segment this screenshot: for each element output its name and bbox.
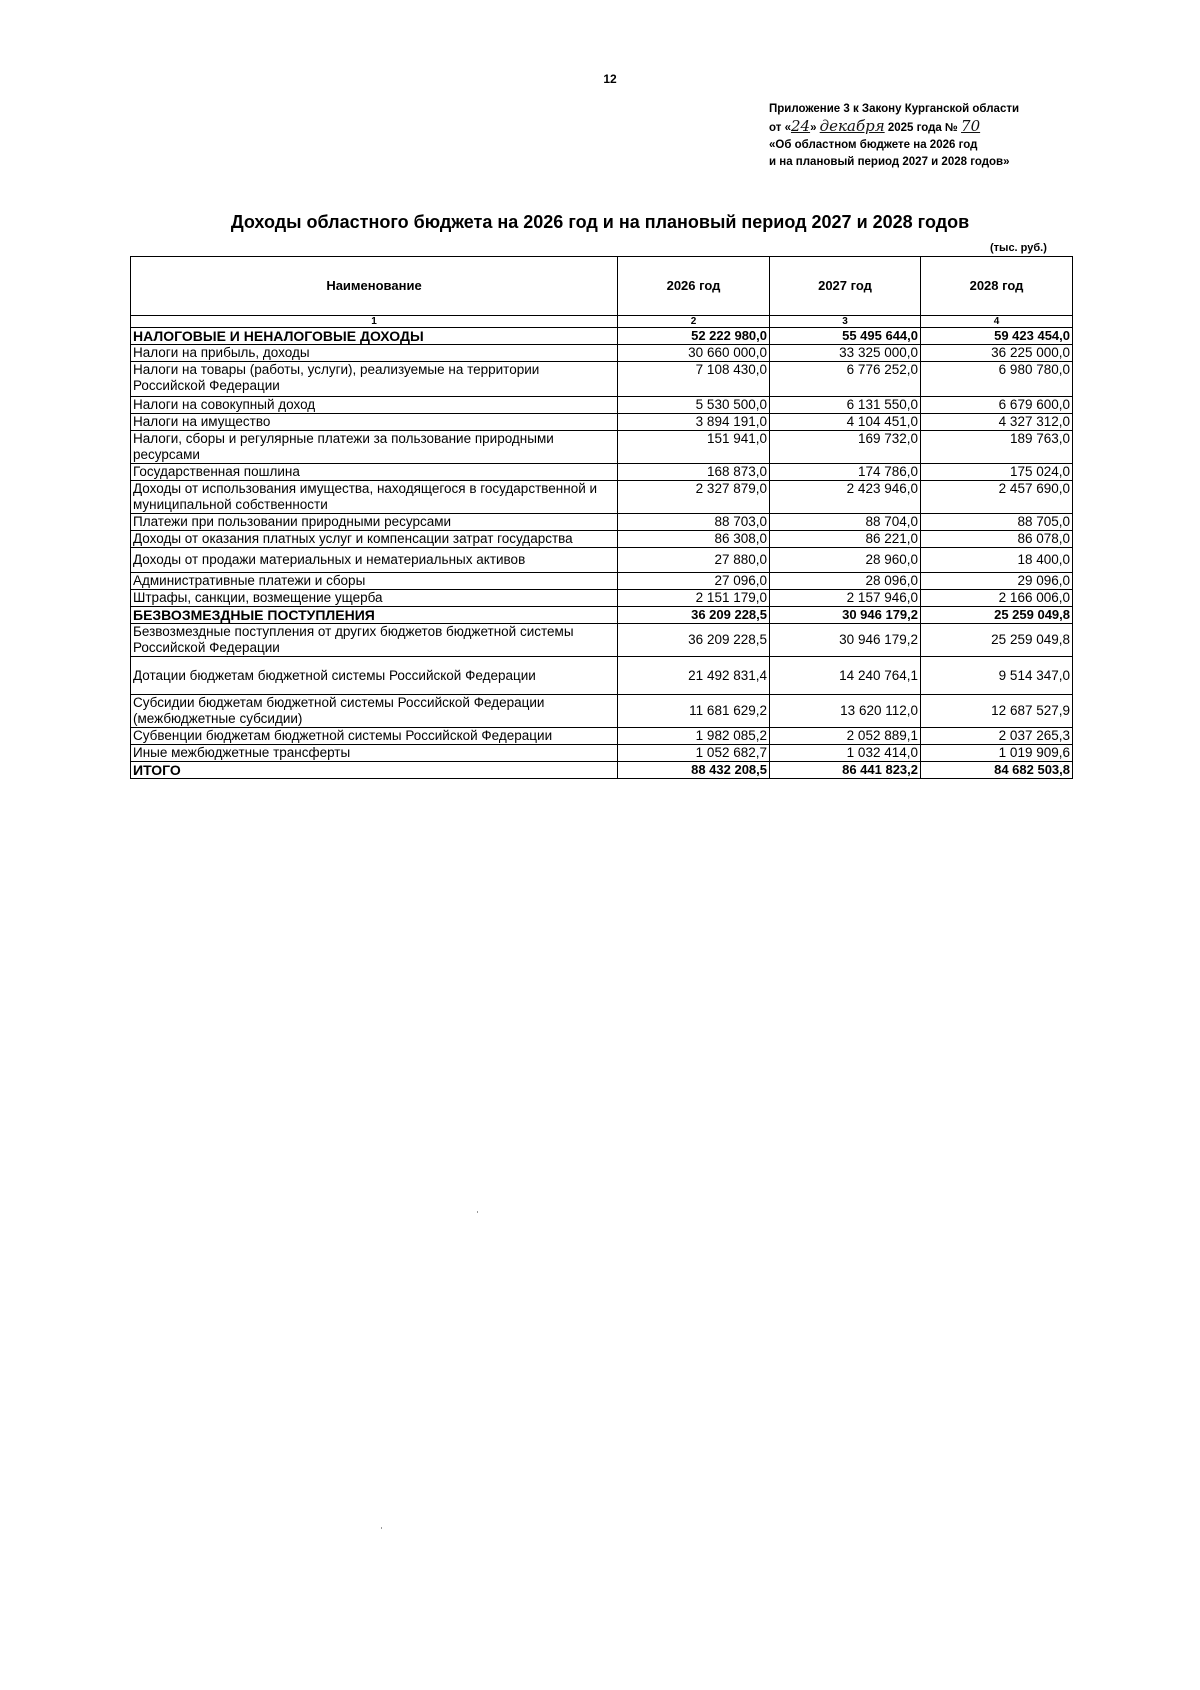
row-name: Налоги на прибыль, доходы [131, 345, 618, 362]
row-name: Налоги, сборы и регулярные платежи за пользование природными ресурсами [131, 431, 618, 464]
value-2026: 86 308,0 [618, 531, 770, 548]
table-row [131, 728, 1073, 745]
table-row [131, 362, 1073, 397]
row-name: Дотации бюджетам бюджетной системы Российской Федерации [131, 657, 618, 695]
table-row [131, 624, 1073, 657]
appendix-prefix: от « [769, 122, 791, 134]
value-2027: 28 960,0 [770, 548, 921, 573]
value-2028: 88 705,0 [921, 514, 1073, 531]
value-2028: 29 096,0 [921, 573, 1073, 590]
table-row [131, 328, 1073, 345]
value-2027: 88 704,0 [770, 514, 921, 531]
table-row [131, 345, 1073, 362]
budget-table [130, 256, 1073, 779]
row-name: Налоги на имущество [131, 414, 618, 431]
table-row-total [131, 762, 1073, 779]
value-2028: 86 078,0 [921, 531, 1073, 548]
table-row [131, 397, 1073, 414]
table-row [131, 590, 1073, 607]
value-2026: 52 222 980,0 [618, 328, 770, 345]
units-label: (тыс. руб.) [990, 242, 1047, 254]
value-2028: 4 327 312,0 [921, 414, 1073, 431]
table-row [131, 745, 1073, 762]
column-number: 1 [131, 316, 618, 328]
appendix-line-1: Приложение 3 к Закону Курганской области [769, 103, 1020, 115]
value-2026: 7 108 430,0 [618, 362, 770, 397]
value-2026: 11 681 629,2 [618, 695, 770, 728]
appendix-mid: » [810, 122, 820, 134]
value-2026: 1 052 682,7 [618, 745, 770, 762]
value-2028: 12 687 527,9 [921, 695, 1073, 728]
value-2027: 6 131 550,0 [770, 397, 921, 414]
table-row [131, 548, 1073, 573]
value-2026: 5 530 500,0 [618, 397, 770, 414]
value-2027: 6 776 252,0 [770, 362, 921, 397]
value-2028: 36 225 000,0 [921, 345, 1073, 362]
value-2028: 2 037 265,3 [921, 728, 1073, 745]
value-2027: 174 786,0 [770, 464, 921, 481]
row-name: Субсидии бюджетам бюджетной системы Российской Федерации (межбюджетные субсидии) [131, 695, 618, 728]
value-2026: 21 492 831,4 [618, 657, 770, 695]
table-row [131, 431, 1073, 464]
value-2028: 2 457 690,0 [921, 481, 1073, 514]
value-2027: 14 240 764,1 [770, 657, 921, 695]
table-row [131, 607, 1073, 624]
value-2028: 6 679 600,0 [921, 397, 1073, 414]
row-name: Доходы от использования имущества, находящегося в государственной и муниципальной собственности [131, 481, 618, 514]
value-2028: 2 166 006,0 [921, 590, 1073, 607]
table-row [131, 464, 1073, 481]
value-2026: 151 941,0 [618, 431, 770, 464]
header-2027: 2027 год [770, 257, 921, 316]
value-2027: 86 441 823,2 [770, 762, 921, 779]
handwritten-month: декабря [819, 117, 885, 135]
value-2026: 168 873,0 [618, 464, 770, 481]
value-2028: 189 763,0 [921, 431, 1073, 464]
value-2027: 1 032 414,0 [770, 745, 921, 762]
value-2026: 88 432 208,5 [618, 762, 770, 779]
appendix-year: 2025 года № [884, 122, 962, 134]
appendix-line-2 [769, 118, 1069, 137]
value-2026: 3 894 191,0 [618, 414, 770, 431]
column-number: 2 [618, 316, 770, 328]
row-name: Доходы от оказания платных услуг и компенсации затрат государства [131, 531, 618, 548]
row-name: Доходы от продажи материальных и нематериальных активов [131, 548, 618, 573]
value-2027: 55 495 644,0 [770, 328, 921, 345]
appendix-line-3: «Об областном бюджете на 2026 год [769, 139, 978, 151]
value-2028: 175 024,0 [921, 464, 1073, 481]
value-2027: 30 946 179,2 [770, 624, 921, 657]
table-row [131, 573, 1073, 590]
row-name: Штрафы, санкции, возмещение ущерба [131, 590, 618, 607]
row-name: Государственная пошлина [131, 464, 618, 481]
scan-speck [381, 1527, 382, 1529]
value-2026: 2 327 879,0 [618, 481, 770, 514]
value-2027: 28 096,0 [770, 573, 921, 590]
row-name: НАЛОГОВЫЕ И НЕНАЛОГОВЫЕ ДОХОДЫ [131, 328, 618, 345]
value-2027: 33 325 000,0 [770, 345, 921, 362]
header-name: Наименование [131, 257, 618, 316]
row-name: Налоги на товары (работы, услуги), реализуемые на территории Российской Федерации [131, 362, 618, 397]
row-name: Налоги на совокупный доход [131, 397, 618, 414]
value-2026: 1 982 085,2 [618, 728, 770, 745]
value-2026: 36 209 228,5 [618, 624, 770, 657]
table-row [131, 481, 1073, 514]
row-name: Иные межбюджетные трансферты [131, 745, 618, 762]
value-2028: 59 423 454,0 [921, 328, 1073, 345]
value-2026: 27 096,0 [618, 573, 770, 590]
value-2028: 18 400,0 [921, 548, 1073, 573]
row-name: БЕЗВОЗМЕЗДНЫЕ ПОСТУПЛЕНИЯ [131, 607, 618, 624]
row-name: Административные платежи и сборы [131, 573, 618, 590]
value-2028: 25 259 049,8 [921, 607, 1073, 624]
header-2026: 2026 год [618, 257, 770, 316]
value-2027: 169 732,0 [770, 431, 921, 464]
value-2026: 2 151 179,0 [618, 590, 770, 607]
value-2027: 2 157 946,0 [770, 590, 921, 607]
table-row [131, 514, 1073, 531]
value-2028: 1 019 909,6 [921, 745, 1073, 762]
value-2027: 2 423 946,0 [770, 481, 921, 514]
value-2027: 2 052 889,1 [770, 728, 921, 745]
value-2027: 30 946 179,2 [770, 607, 921, 624]
column-number: 4 [921, 316, 1073, 328]
value-2028: 9 514 347,0 [921, 657, 1073, 695]
header-2028: 2028 год [921, 257, 1073, 316]
row-name: Субвенции бюджетам бюджетной системы Российской Федерации [131, 728, 618, 745]
table-header-row [131, 257, 1073, 316]
row-name: Безвозмездные поступления от других бюджетов бюджетной системы Российской Федерации [131, 624, 618, 657]
table-row [131, 531, 1073, 548]
handwritten-law-number: 70 [961, 117, 981, 135]
table-row [131, 695, 1073, 728]
table-row [131, 657, 1073, 695]
table-row [131, 414, 1073, 431]
appendix-line-4: и на плановый период 2027 и 2028 годов» [769, 156, 1010, 168]
value-2027: 13 620 112,0 [770, 695, 921, 728]
value-2027: 86 221,0 [770, 531, 921, 548]
row-name: Платежи при пользовании природными ресурсами [131, 514, 618, 531]
value-2026: 88 703,0 [618, 514, 770, 531]
document-title: Доходы областного бюджета на 2026 год и на плановый период 2027 и 2028 годов [230, 212, 970, 232]
value-2028: 84 682 503,8 [921, 762, 1073, 779]
value-2027: 4 104 451,0 [770, 414, 921, 431]
appendix-note [769, 101, 1069, 171]
column-number-row [131, 316, 1073, 328]
row-name: ИТОГО [131, 762, 618, 779]
scan-speck [477, 1211, 478, 1213]
value-2026: 27 880,0 [618, 548, 770, 573]
page-number: 12 [603, 72, 617, 86]
value-2026: 30 660 000,0 [618, 345, 770, 362]
handwritten-day: 24 [790, 117, 811, 135]
value-2026: 36 209 228,5 [618, 607, 770, 624]
column-number: 3 [770, 316, 921, 328]
value-2028: 6 980 780,0 [921, 362, 1073, 397]
value-2028: 25 259 049,8 [921, 624, 1073, 657]
